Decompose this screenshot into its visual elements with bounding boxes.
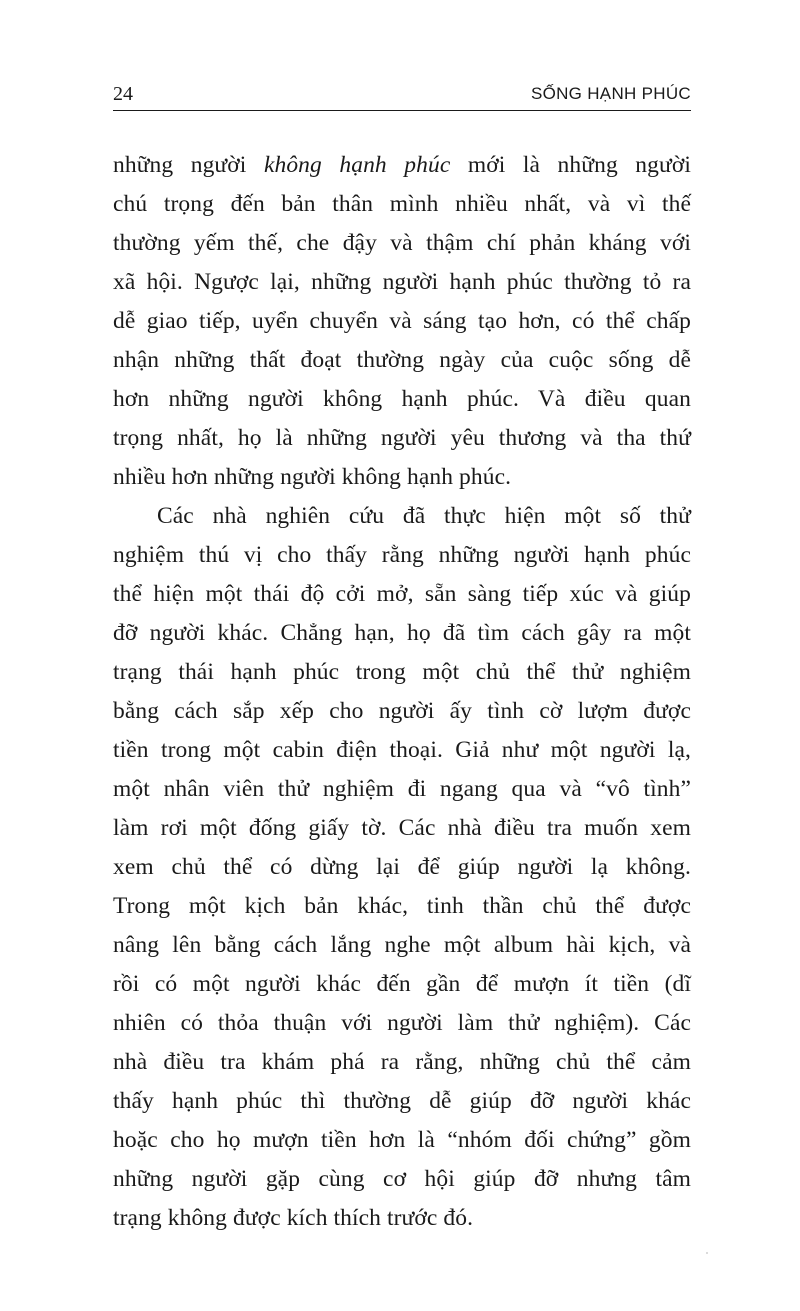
paragraph-1 bbox=[113, 146, 691, 497]
text-line: rồi có một người khác đến gần để mượn ít tiền (dĩ bbox=[113, 971, 691, 997]
text-line: một nhân viên thử nghiệm đi ngang qua và “vô tình” bbox=[113, 776, 691, 802]
text-line: trạng thái hạnh phúc trong một chủ thể thử nghiệm bbox=[113, 659, 691, 685]
italic-phrase: không hạnh phúc bbox=[263, 152, 451, 178]
text-line: dễ giao tiếp, uyển chuyển và sáng tạo hơn, có thể chấp bbox=[113, 308, 691, 334]
text-line: trạng không được kích thích trước đó. bbox=[113, 1205, 474, 1231]
text-line: Trong một kịch bản khác, tinh thần chủ thể được bbox=[113, 893, 691, 919]
text-line: thể hiện một thái độ cởi mở, sẵn sàng tiếp xúc và giúp bbox=[113, 581, 691, 607]
text-line: những người gặp cùng cơ hội giúp đỡ nhưng tâm bbox=[113, 1166, 691, 1192]
text-line: hoặc cho họ mượn tiền hơn là “nhóm đối chứng” gồm bbox=[113, 1127, 691, 1153]
text-line: xã hội. Ngược lại, những người hạnh phúc thường tỏ ra bbox=[113, 269, 691, 295]
text-line: Các nhà nghiên cứu đã thực hiện một số thử bbox=[157, 503, 691, 529]
running-title: SỐNG HẠNH PHÚC bbox=[530, 84, 691, 103]
text-line: nhiên có thỏa thuận với người làm thử nghiệm). Các bbox=[113, 1010, 691, 1036]
paragraph-2 bbox=[113, 497, 691, 1238]
text-line: xem chủ thể có dừng lại để giúp người lạ không. bbox=[113, 854, 691, 880]
page-number: 24 bbox=[113, 83, 133, 105]
text-line: nhận những thất đoạt thường ngày của cuộc sống dễ bbox=[113, 347, 691, 373]
body-text bbox=[113, 146, 691, 1238]
text-line bbox=[113, 146, 691, 185]
text-line: bằng cách sắp xếp cho người ấy tình cờ lượm được bbox=[113, 698, 691, 724]
paper-speck bbox=[706, 1252, 708, 1254]
text-run: mới là những người bbox=[450, 152, 691, 178]
text-line: đỡ người khác. Chẳng hạn, họ đã tìm cách gây ra một bbox=[113, 620, 691, 646]
text-line: hơn những người không hạnh phúc. Và điều quan bbox=[113, 386, 691, 412]
text-line: chú trọng đến bản thân mình nhiều nhất, và vì thế bbox=[113, 191, 691, 217]
text-line: tiền trong một cabin điện thoại. Giả như một người lạ, bbox=[113, 737, 691, 763]
text-line: thường yếm thế, che đậy và thậm chí phản kháng với bbox=[113, 230, 691, 256]
text-line: nhiều hơn những người không hạnh phúc. bbox=[113, 464, 512, 490]
text-run: những người bbox=[113, 152, 264, 178]
text-line: nghiệm thú vị cho thấy rằng những người hạnh phúc bbox=[113, 542, 691, 568]
text-line: làm rơi một đống giấy tờ. Các nhà điều tra muốn xem bbox=[113, 815, 691, 841]
text-line: trọng nhất, họ là những người yêu thương và tha thứ bbox=[113, 425, 691, 451]
text-line: nâng lên bằng cách lắng nghe một album hài kịch, và bbox=[113, 932, 691, 958]
text-line: nhà điều tra khám phá ra rằng, những chủ thể cảm bbox=[113, 1049, 691, 1075]
text-line: thấy hạnh phúc thì thường dễ giúp đỡ người khác bbox=[113, 1088, 691, 1114]
page-header bbox=[113, 80, 691, 111]
